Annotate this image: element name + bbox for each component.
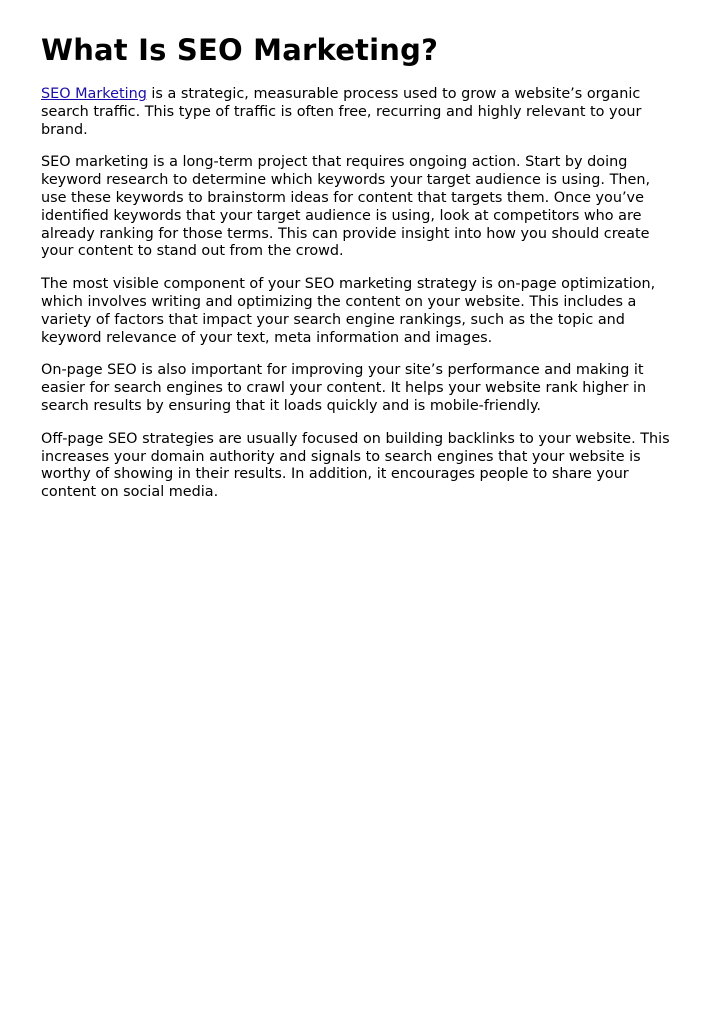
article-page [0, 0, 720, 502]
body-paragraph-on-page-optimization: The most visible component of your SEO marketing strategy is on-page optimization, which involves writing and optimizing the content on your website. This includes a variety of factors that impact your search engine rankings, such as the topic and keyword relevance of your text, meta information and images. [41, 276, 656, 346]
intro-text: is a strategic, measurable process used to grow a website’s organic search traffic. This type of traffic is often free, recurring and highly relevant to your brand. [41, 86, 642, 138]
body-paragraph-on-page-performance: On-page SEO is also important for improving your site’s performance and making it easier for search engines to crawl your content. It helps your website rank higher in search results by ensuring that it loads quickly and is mobile-friendly. [41, 362, 647, 414]
page-title: What Is SEO Marketing? [41, 33, 439, 67]
body-paragraph-off-page-seo: Off-page SEO strategies are usually focused on building backlinks to your website. This increases your domain authority and signals to search engines that your website is worthy of showing in their results. In addition, it encourages people to share your content on social media. [41, 430, 670, 501]
intro-paragraph [41, 86, 680, 139]
seo-marketing-link[interactable]: SEO Marketing [41, 86, 147, 102]
body-paragraph-keyword-research: SEO marketing is a long-term project that requires ongoing action. Start by doing keyword research to determine which keywords your target audience is using. Then, use these keywords to brainstorm ideas for content that targets them. Once you’ve identified keywords that your target audience is using, look at competitors who are already ranking for those terms. This can provide insight into how you should create your content to stand out from the crowd. [41, 154, 651, 260]
